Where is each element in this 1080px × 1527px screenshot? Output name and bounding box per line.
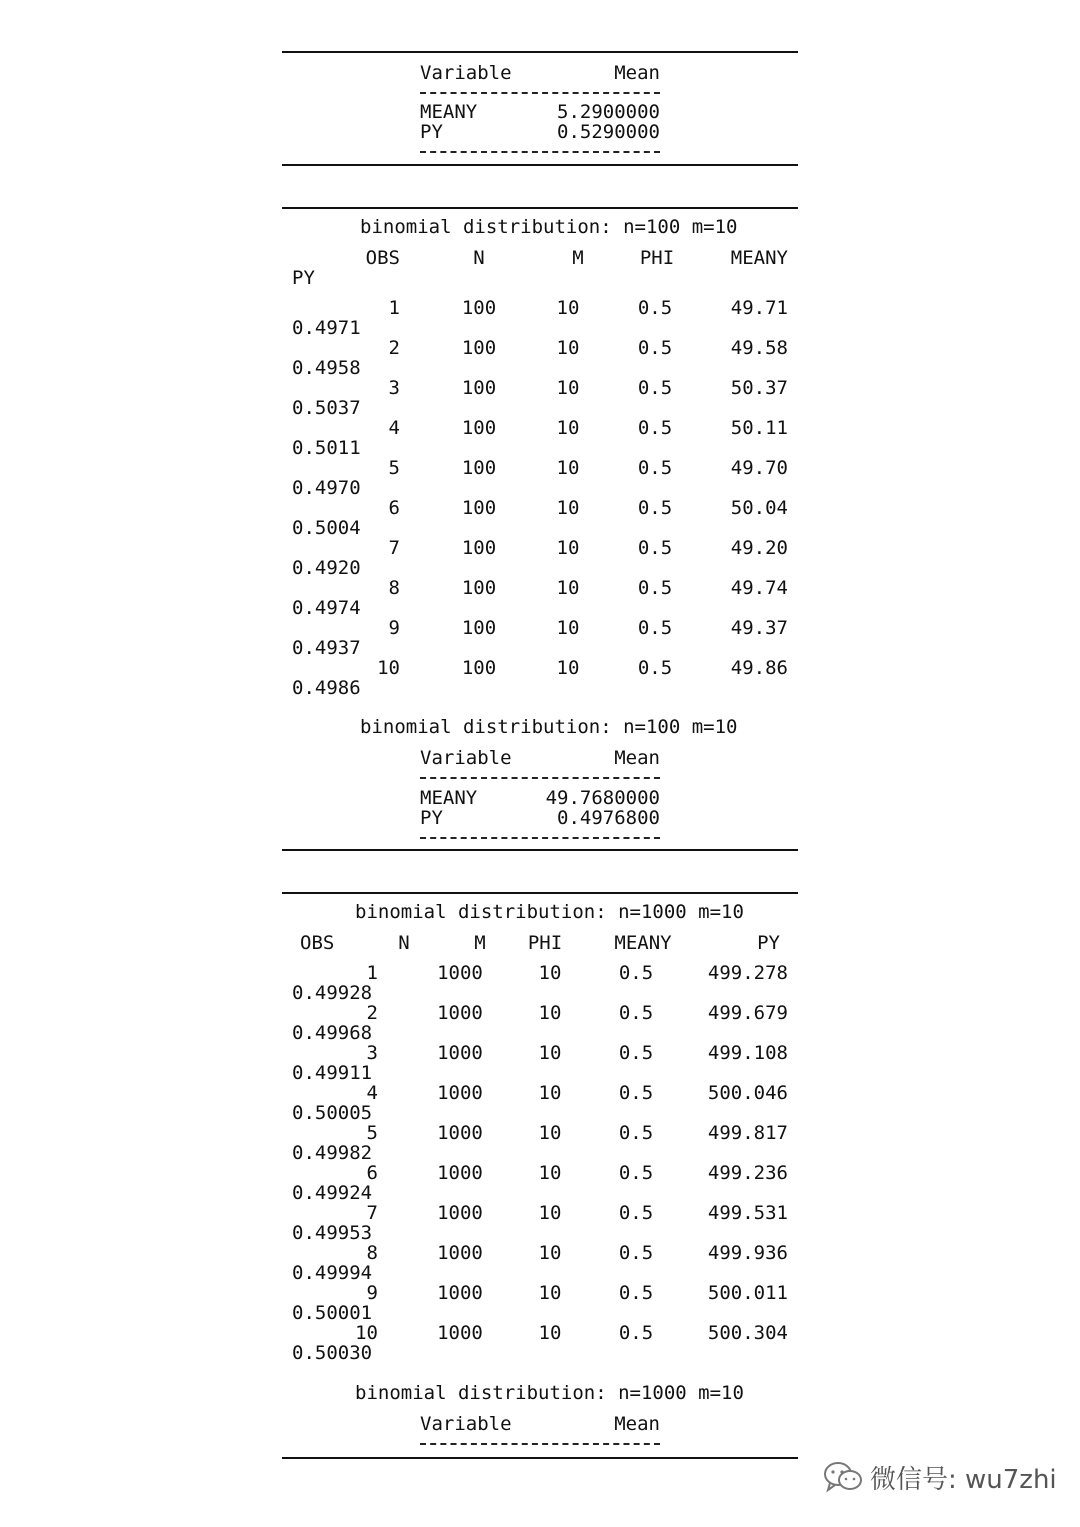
s2-summary-divider-bottom: [420, 837, 660, 839]
section3-row-9-meany: 500.011: [707, 1282, 788, 1304]
section2-row-10-meany: 49.86: [730, 657, 788, 679]
section3-row-1-phi: 0.5: [618, 962, 654, 984]
s3-col-py: PY: [757, 932, 780, 954]
section2-row-8-m: 10: [556, 577, 580, 599]
s3-summary-divider: [420, 1443, 660, 1445]
section3-row-9-phi: 0.5: [618, 1282, 654, 1304]
section3-row-5-m: 10: [538, 1122, 562, 1144]
section2-row-6-py: 0.5004: [292, 517, 361, 539]
section2-row-3-m: 10: [556, 377, 580, 399]
s1-summary-header-variable: Variable: [420, 62, 512, 84]
section3-row-4-phi: 0.5: [618, 1082, 654, 1104]
section2-row-9-n: 100: [461, 617, 497, 639]
s2-col-obs: OBS: [365, 247, 400, 269]
section2-row-3-py: 0.5037: [292, 397, 361, 419]
section3-row-6-py: 0.49924: [292, 1182, 373, 1204]
section2-row-9-meany: 49.37: [730, 617, 788, 639]
section3-row-1-obs: 1: [366, 962, 378, 984]
s3-col-m: M: [474, 932, 486, 954]
section3-row-4-m: 10: [538, 1082, 562, 1104]
s1-summary-divider-bottom: [420, 151, 660, 153]
s2-summary-mean-meany: 49.7680000: [545, 787, 660, 809]
section2-row-5-n: 100: [461, 457, 497, 479]
section3-row-5-py: 0.49982: [292, 1142, 373, 1164]
s2-summary-title: binomial distribution: n=100 m=10: [360, 716, 738, 738]
s3-col-meany: MEANY: [614, 932, 672, 954]
section2-row-9-phi: 0.5: [637, 617, 673, 639]
s3-title: binomial distribution: n=1000 m=10: [355, 901, 744, 923]
wechat-icon: [822, 1460, 864, 1494]
s2-summary-var-meany: MEANY: [420, 787, 478, 809]
section3-row-9-obs: 9: [366, 1282, 378, 1304]
section3-row-10-obs: 10: [355, 1322, 378, 1344]
s2-col-meany: MEANY: [730, 247, 788, 269]
section2-row-10-m: 10: [556, 657, 580, 679]
s2-summary-var-py: PY: [420, 807, 443, 829]
section3-row-3-n: 1000: [437, 1042, 483, 1064]
s2-summary-mean-py: 0.4976800: [557, 807, 660, 829]
section1-top-rule: [282, 51, 798, 53]
section2-row-1-py: 0.4971: [292, 317, 361, 339]
section2-row-5-meany: 49.70: [730, 457, 788, 479]
section2-row-3-n: 100: [461, 377, 497, 399]
s2-col-m: M: [572, 247, 584, 269]
section3-row-3-obs: 3: [366, 1042, 378, 1064]
section2-row-4-meany: 50.11: [730, 417, 788, 439]
s1-summary-mean-meany: 5.2900000: [557, 101, 660, 123]
section2-row-2-m: 10: [556, 337, 580, 359]
section2-row-9-obs: 9: [388, 617, 400, 639]
s2-col-py: PY: [292, 267, 315, 289]
section3-row-4-meany: 500.046: [707, 1082, 788, 1104]
s3-summary-title: binomial distribution: n=1000 m=10: [355, 1382, 744, 1404]
s1-summary-header-mean: Mean: [614, 62, 660, 84]
section2-row-10-py: 0.4986: [292, 677, 361, 699]
s1-summary-mean-py: 0.5290000: [557, 121, 660, 143]
section2-row-10-phi: 0.5: [637, 657, 673, 679]
section2-row-2-phi: 0.5: [637, 337, 673, 359]
section3-row-8-m: 10: [538, 1242, 562, 1264]
section2-row-10-n: 100: [461, 657, 497, 679]
s1-summary-divider-top: [420, 92, 660, 94]
section2-row-4-m: 10: [556, 417, 580, 439]
section3-row-10-phi: 0.5: [618, 1322, 654, 1344]
section3-row-6-meany: 499.236: [707, 1162, 788, 1184]
section3-row-5-n: 1000: [437, 1122, 483, 1144]
section3-row-8-phi: 0.5: [618, 1242, 654, 1264]
section3-row-3-meany: 499.108: [707, 1042, 788, 1064]
section3-row-1-n: 1000: [437, 962, 483, 984]
watermark-text: 微信号: wu7zhi: [870, 1464, 1057, 1495]
section3-row-3-py: 0.49911: [292, 1062, 373, 1084]
section3-row-4-py: 0.50005: [292, 1102, 373, 1124]
s2-summary-divider-top: [420, 777, 660, 779]
section3-row-2-py: 0.49968: [292, 1022, 373, 1044]
section3-row-10-n: 1000: [437, 1322, 483, 1344]
section2-row-6-meany: 50.04: [730, 497, 788, 519]
section2-row-8-py: 0.4974: [292, 597, 361, 619]
section2-row-4-n: 100: [461, 417, 497, 439]
s2-title: binomial distribution: n=100 m=10: [360, 216, 738, 238]
s1-summary-var-py: PY: [420, 121, 443, 143]
section3-row-7-py: 0.49953: [292, 1222, 373, 1244]
section2-row-5-m: 10: [556, 457, 580, 479]
section2-row-4-obs: 4: [388, 417, 400, 439]
section3-top-rule: [282, 892, 798, 894]
section2-row-10-obs: 10: [377, 657, 400, 679]
section1-bottom-rule: [282, 164, 798, 166]
section3-row-7-obs: 7: [366, 1202, 378, 1224]
section3-row-1-meany: 499.278: [707, 962, 788, 984]
section3-row-3-m: 10: [538, 1042, 562, 1064]
s3-summary-header-variable: Variable: [420, 1413, 512, 1435]
section3-row-10-meany: 500.304: [707, 1322, 788, 1344]
section2-row-6-n: 100: [461, 497, 497, 519]
section2-row-8-phi: 0.5: [637, 577, 673, 599]
section2-row-5-phi: 0.5: [637, 457, 673, 479]
s3-col-obs: OBS: [300, 932, 335, 954]
section3-row-5-obs: 5: [366, 1122, 378, 1144]
section2-row-1-obs: 1: [388, 297, 400, 319]
s2-summary-header-variable: Variable: [420, 747, 512, 769]
s3-summary-header-mean: Mean: [614, 1413, 660, 1435]
section3-bottom-rule: [282, 1457, 798, 1459]
section3-row-7-m: 10: [538, 1202, 562, 1224]
section2-row-8-n: 100: [461, 577, 497, 599]
section3-row-2-meany: 499.679: [707, 1002, 788, 1024]
section3-row-9-m: 10: [538, 1282, 562, 1304]
s3-col-n: N: [398, 932, 410, 954]
section2-row-9-m: 10: [556, 617, 580, 639]
section3-row-1-m: 10: [538, 962, 562, 984]
s2-col-phi: PHI: [639, 247, 675, 269]
section3-row-4-obs: 4: [366, 1082, 378, 1104]
section2-row-1-meany: 49.71: [730, 297, 788, 319]
section2-row-7-py: 0.4920: [292, 557, 361, 579]
s1-summary-var-meany: MEANY: [420, 101, 478, 123]
section3-row-2-obs: 2: [366, 1002, 378, 1024]
section2-row-3-phi: 0.5: [637, 377, 673, 399]
section2-row-5-py: 0.4970: [292, 477, 361, 499]
section3-row-2-m: 10: [538, 1002, 562, 1024]
section2-row-8-obs: 8: [388, 577, 400, 599]
section2-row-6-obs: 6: [388, 497, 400, 519]
section3-row-1-py: 0.49928: [292, 982, 373, 1004]
section2-row-4-py: 0.5011: [292, 437, 361, 459]
section3-row-2-n: 1000: [437, 1002, 483, 1024]
section3-row-7-phi: 0.5: [618, 1202, 654, 1224]
section2-row-5-obs: 5: [388, 457, 400, 479]
s3-col-phi: PHI: [527, 932, 563, 954]
section2-row-7-meany: 49.20: [730, 537, 788, 559]
section3-row-10-m: 10: [538, 1322, 562, 1344]
section3-row-9-py: 0.50001: [292, 1302, 373, 1324]
section2-row-6-m: 10: [556, 497, 580, 519]
section3-row-8-py: 0.49994: [292, 1262, 373, 1284]
section3-row-6-obs: 6: [366, 1162, 378, 1184]
section2-row-2-py: 0.4958: [292, 357, 361, 379]
section2-row-7-phi: 0.5: [637, 537, 673, 559]
s2-col-n: N: [473, 247, 485, 269]
section3-row-9-n: 1000: [437, 1282, 483, 1304]
section2-row-8-meany: 49.74: [730, 577, 788, 599]
section2-row-1-m: 10: [556, 297, 580, 319]
section2-row-7-n: 100: [461, 537, 497, 559]
section3-row-6-n: 1000: [437, 1162, 483, 1184]
section3-row-8-meany: 499.936: [707, 1242, 788, 1264]
watermark: [822, 1457, 1057, 1497]
section3-row-7-meany: 499.531: [707, 1202, 788, 1224]
section2-row-2-meany: 49.58: [730, 337, 788, 359]
section2-row-3-meany: 50.37: [730, 377, 788, 399]
s2-summary-header-mean: Mean: [614, 747, 660, 769]
section2-row-4-phi: 0.5: [637, 417, 673, 439]
section2-row-2-obs: 2: [388, 337, 400, 359]
section2-row-1-phi: 0.5: [637, 297, 673, 319]
section2-row-3-obs: 3: [388, 377, 400, 399]
section2-row-9-py: 0.4937: [292, 637, 361, 659]
section2-top-rule: [282, 207, 798, 209]
section3-row-5-phi: 0.5: [618, 1122, 654, 1144]
section3-row-3-phi: 0.5: [618, 1042, 654, 1064]
section2-row-7-obs: 7: [388, 537, 400, 559]
section3-row-10-py: 0.50030: [292, 1342, 373, 1364]
section3-row-8-obs: 8: [366, 1242, 378, 1264]
section3-row-2-phi: 0.5: [618, 1002, 654, 1024]
section2-row-6-phi: 0.5: [637, 497, 673, 519]
section2-bottom-rule: [282, 849, 798, 851]
section3-row-7-n: 1000: [437, 1202, 483, 1224]
section3-row-6-phi: 0.5: [618, 1162, 654, 1184]
section3-row-6-m: 10: [538, 1162, 562, 1184]
section3-row-4-n: 1000: [437, 1082, 483, 1104]
section2-row-7-m: 10: [556, 537, 580, 559]
section2-row-2-n: 100: [461, 337, 497, 359]
section2-row-1-n: 100: [461, 297, 497, 319]
section3-row-8-n: 1000: [437, 1242, 483, 1264]
section3-row-5-meany: 499.817: [707, 1122, 788, 1144]
